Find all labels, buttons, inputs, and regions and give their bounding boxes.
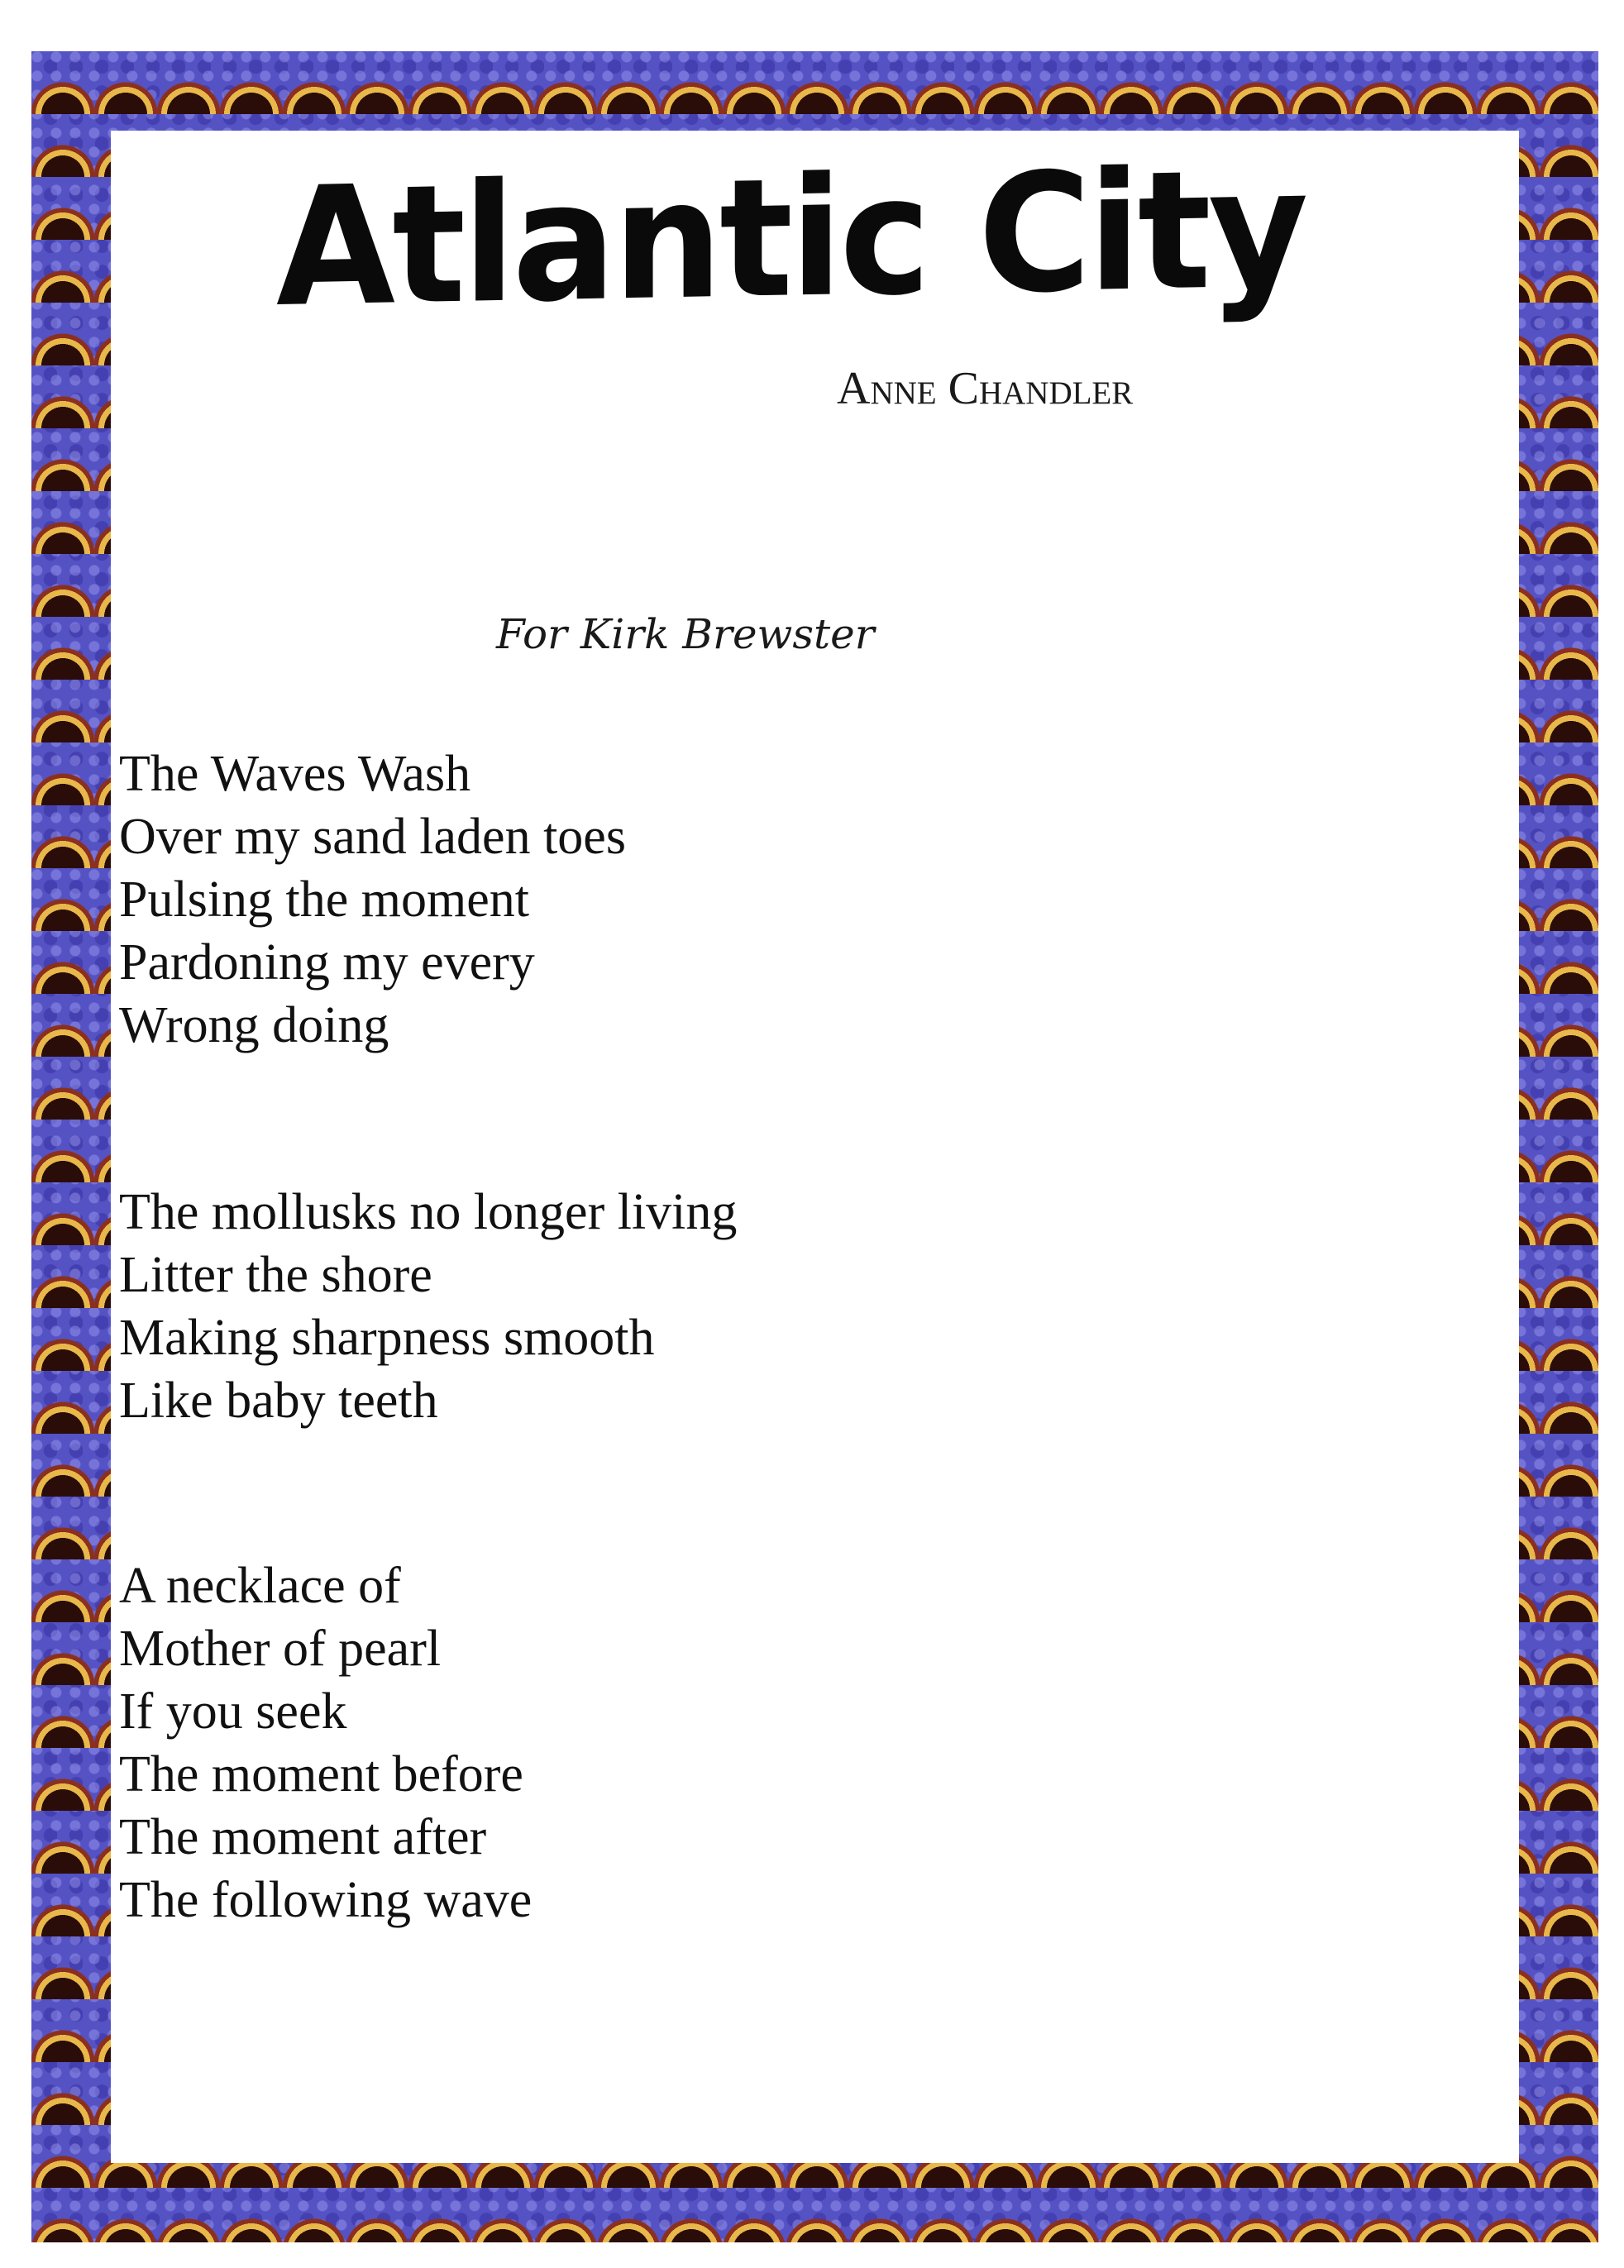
stanza-1 (119, 742, 626, 1057)
poem-line: If you seek (119, 1683, 347, 1740)
poem-line: Like baby teeth (119, 1373, 438, 1429)
stanza-2 (119, 1181, 737, 1432)
poem-line: The moment after (119, 1809, 487, 1865)
poem-author: Anne Chandler (837, 363, 1134, 414)
poem-line: The moment before (119, 1746, 523, 1802)
poem-line: Mother of pearl (119, 1621, 442, 1677)
poem-dedication: For Kirk Brewster (496, 610, 875, 658)
poem-title: Atlantic City (276, 132, 1306, 343)
poem-line: Pulsing the moment (119, 871, 529, 928)
poem-line: The mollusks no longer living (119, 1184, 738, 1240)
poem-line: Litter the shore (119, 1247, 432, 1303)
poem-line: Wrong doing (119, 997, 389, 1053)
poem-line: Pardoning my every (119, 934, 535, 991)
poem-line: Over my sand laden toes (119, 809, 626, 865)
poem-line: The following wave (119, 1872, 533, 1928)
stanza-3 (119, 1554, 532, 1931)
poem-line: The Waves Wash (119, 746, 471, 802)
poem-line: A necklace of (119, 1558, 401, 1614)
poem-line: Making sharpness smooth (119, 1310, 655, 1366)
